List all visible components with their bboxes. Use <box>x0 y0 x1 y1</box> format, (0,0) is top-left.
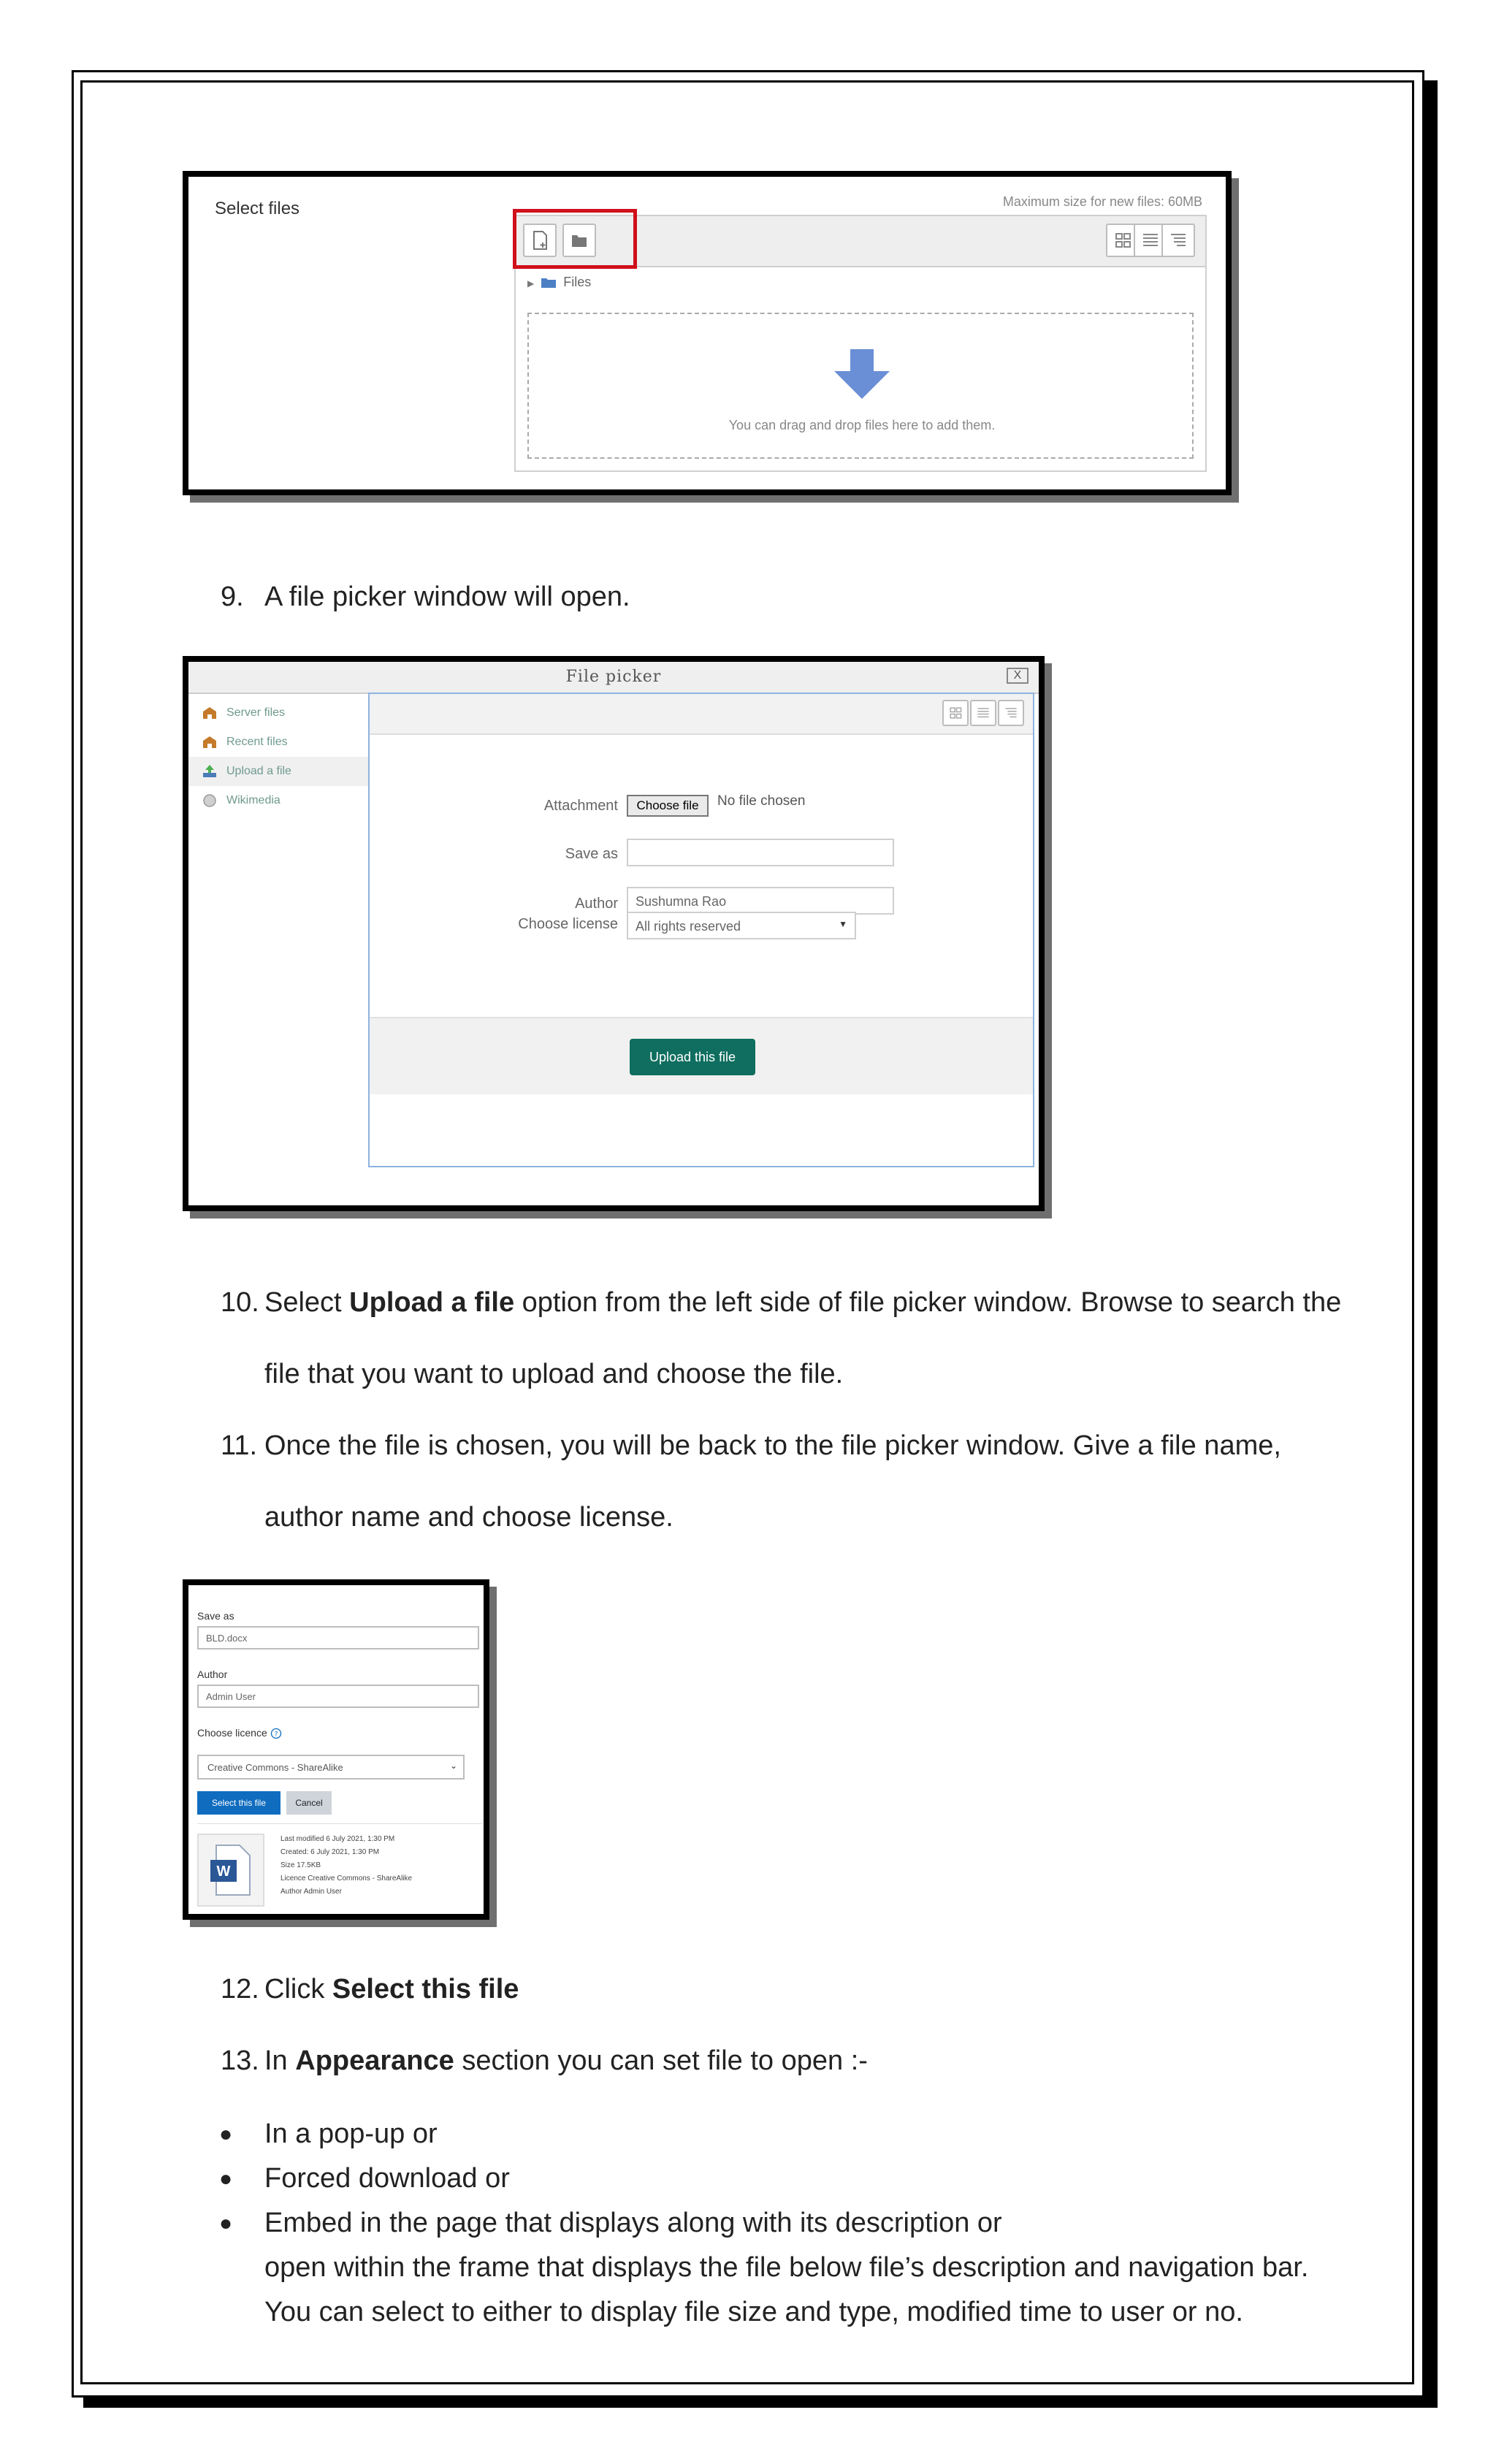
nav-server-files[interactable] <box>202 706 285 720</box>
grid-view-icon <box>944 701 967 725</box>
svg-text:W: W <box>216 1864 231 1880</box>
meta-size: Size 17.5KB <box>280 1861 321 1869</box>
author-input[interactable]: Admin User <box>197 1685 479 1708</box>
meta-licence: Licence Creative Commons - ShareAlike <box>280 1874 413 1883</box>
file-details-screenshot <box>183 1579 489 1920</box>
author-label: Author <box>575 896 618 912</box>
author-input[interactable]: Sushumna Rao <box>627 887 894 915</box>
path-breadcrumb[interactable] <box>527 275 591 290</box>
nav-label: Server files <box>226 706 286 720</box>
max-size-text: Maximum size for new files: 60MB <box>1002 194 1202 209</box>
select-files-screenshot <box>183 171 1232 495</box>
step-13-text <box>264 2045 868 2077</box>
server-files-icon <box>202 706 218 720</box>
bullet-item: Embed in the page that displays along with its description or <box>264 2208 1002 2238</box>
licence-select[interactable] <box>197 1755 465 1780</box>
bullet-item: Forced download or <box>264 2163 510 2194</box>
highlight-box <box>513 209 637 269</box>
svg-text:?: ? <box>274 1731 278 1739</box>
nav-upload-a-file[interactable] <box>202 764 291 779</box>
upload-icon <box>202 764 218 779</box>
step-9-number: 9. <box>221 581 244 612</box>
file-picker-titlebar <box>188 662 1039 694</box>
drop-zone-text: You can drag and drop files here to add them. <box>728 418 996 432</box>
word-document-icon <box>209 1844 253 1896</box>
file-picker-title: File picker <box>565 668 662 686</box>
closing-line-2: You can select to either to display file size and type, modified time to user or no. <box>264 2297 1243 2327</box>
meta-created: Created: 6 July 2021, 1:30 PM <box>280 1848 380 1856</box>
meta-author: Author Admin User <box>280 1888 342 1896</box>
path-label: Files <box>563 275 592 289</box>
bullet-dot-icon: ● <box>219 2122 233 2146</box>
recent-files-icon <box>202 735 218 750</box>
arrow-down-icon <box>833 349 891 400</box>
step-11-line1: Once the file is chosen, you will be back to the file picker window. Give a file name, <box>264 1430 1281 1461</box>
step-10-post: option from the left side of file picker window. Browse to search the <box>514 1287 1342 1318</box>
view-list-button[interactable] <box>970 700 996 726</box>
folder-icon <box>541 277 557 289</box>
step-10-bold: Upload a file <box>349 1287 515 1318</box>
step-12-pre: Click <box>264 1974 332 2005</box>
licence-value: Creative Commons - ShareAlike <box>207 1762 343 1773</box>
closing-line-1: open within the frame that displays the file below file’s description and navigation bar. <box>264 2252 1309 2283</box>
select-this-file-button[interactable]: Select this file <box>197 1791 280 1815</box>
choose-file-button[interactable]: Choose file <box>627 795 709 817</box>
meta-last-modified: Last modified 6 July 2021, 1:30 PM <box>280 1835 395 1843</box>
bullet-dot-icon: ● <box>219 2211 233 2235</box>
view-tree-button[interactable] <box>1161 224 1195 257</box>
view-icons-button[interactable] <box>942 700 969 726</box>
select-files-label: Select files <box>215 199 300 218</box>
tree-view-icon <box>1163 225 1194 256</box>
licence-label-row <box>197 1727 282 1739</box>
nav-label: Upload a file <box>226 765 291 778</box>
license-select[interactable] <box>627 912 856 939</box>
step-13-bold: Appearance <box>295 2045 454 2076</box>
tree-view-icon <box>999 701 1023 725</box>
wikimedia-icon <box>202 793 218 808</box>
list-view-icon <box>972 701 995 725</box>
author-label: Author <box>197 1668 228 1680</box>
nav-wikimedia[interactable] <box>202 793 280 808</box>
step-13-pre: In <box>264 2045 296 2076</box>
no-file-text: No file chosen <box>717 793 806 809</box>
step-12-text <box>264 1974 519 2005</box>
bullet-dot-icon: ● <box>219 2167 233 2191</box>
save-as-label: Save as <box>565 846 618 862</box>
upload-this-file-button[interactable]: Upload this file <box>630 1039 755 1075</box>
nav-label: Recent files <box>226 736 288 749</box>
step-10-text <box>264 1287 1341 1319</box>
step-12-number: 12. <box>221 1974 259 2005</box>
file-picker-screenshot <box>183 656 1045 1211</box>
licence-label: Choose licence <box>197 1727 267 1739</box>
step-10-number: 10. <box>221 1287 259 1318</box>
file-picker-main <box>368 693 1034 1167</box>
bullet-item: In a pop-up or <box>264 2118 438 2149</box>
expand-triangle-icon: ▶ <box>527 278 535 289</box>
attachment-label: Attachment <box>543 798 618 814</box>
step-11-line2: author name and choose license. <box>264 1502 673 1533</box>
step-9-text: A file picker window will open. <box>264 581 630 612</box>
license-value: All rights reserved <box>636 919 741 934</box>
cancel-button[interactable]: Cancel <box>286 1791 332 1815</box>
save-as-label: Save as <box>197 1610 234 1622</box>
view-tree-button[interactable] <box>998 700 1024 726</box>
step-10-pre: Select <box>264 1287 350 1318</box>
help-icon[interactable] <box>270 1728 282 1739</box>
nav-recent-files[interactable] <box>202 735 288 750</box>
step-11-number: 11. <box>221 1430 258 1461</box>
license-label: Choose license <box>518 916 618 932</box>
step-13-post: section you can set file to open :- <box>454 2045 868 2076</box>
dropdown-arrow-icon: ▼ <box>839 919 847 929</box>
file-thumbnail <box>197 1834 264 1907</box>
file-picker-main-toolbar <box>370 694 1033 735</box>
step-12-bold: Select this file <box>332 1974 519 2005</box>
chevron-down-icon: ⌄ <box>449 1761 457 1771</box>
divider <box>197 1823 482 1824</box>
nav-label: Wikimedia <box>226 794 280 807</box>
drop-zone[interactable] <box>527 313 1194 459</box>
file-picker-footer <box>370 1017 1033 1094</box>
step-13-number: 13. <box>221 2045 259 2076</box>
save-as-input[interactable] <box>627 839 894 866</box>
close-button[interactable]: X <box>1007 668 1028 684</box>
save-as-input[interactable]: BLD.docx <box>197 1626 479 1649</box>
step-10-line2: file that you want to upload and choose the file. <box>264 1359 844 1389</box>
